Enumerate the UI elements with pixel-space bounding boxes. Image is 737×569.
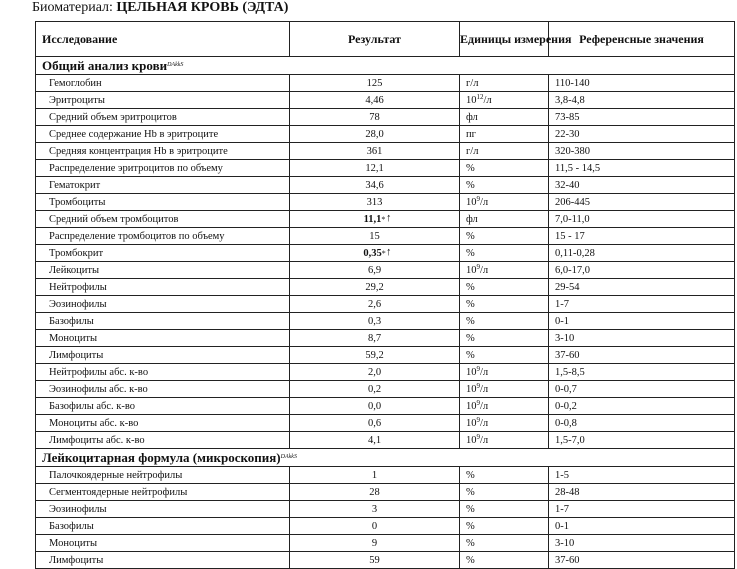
unit-exponent: 9 [476,364,480,373]
unit-base: % [466,162,475,174]
header-reference: Референсные значения [549,22,735,57]
unit-suffix: /л [480,383,489,395]
reference-range: 37-60 [549,552,735,569]
biomaterial-line [32,0,288,16]
result-cell [290,330,460,347]
unit-base: % [466,520,475,532]
result-value: 8,7 [367,332,382,344]
unit-cell [460,75,549,92]
table-row [36,177,735,194]
biomaterial-value: ЦЕЛЬНАЯ КРОВЬ (ЭДТА) [116,0,289,15]
result-value: 28,0 [365,128,384,140]
test-name: Эритроциты [36,92,290,109]
result-value: 3 [371,503,378,515]
test-name: Гемоглобин [36,75,290,92]
unit-base: г/л [466,145,479,157]
reference-range: 0,11-0,28 [549,245,735,262]
test-name: Эозинофилы абс. к-во [36,381,290,398]
test-name: Сегментоядерные нейтрофилы [36,484,290,501]
result-cell [290,432,460,449]
unit-cell [460,279,549,296]
test-name: Лимфоциты абс. к-во [36,432,290,449]
table-row [36,296,735,313]
result-cell [290,177,460,194]
reference-range: 320-380 [549,143,735,160]
reference-range: 3,8-4,8 [549,92,735,109]
arrow-up-icon: ↑ [386,212,392,224]
result-value: 11,1 [363,213,382,225]
result-cell [290,262,460,279]
test-name: Базофилы абс. к-во [36,398,290,415]
table-row [36,518,735,535]
unit-suffix: /л [480,400,489,412]
result-value: 0,3 [367,315,382,327]
unit-cell [460,330,549,347]
unit-exponent: 9 [476,262,480,271]
unit-base: пг [466,128,476,140]
reference-range: 15 - 17 [549,228,735,245]
unit-cell [460,228,549,245]
test-name: Эозинофилы [36,501,290,518]
unit-base: 10 [466,196,477,208]
test-name: Моноциты [36,535,290,552]
unit-cell [460,484,549,501]
unit-base: % [466,537,475,549]
result-value: 6,9 [367,264,382,276]
result-cell [290,245,460,262]
unit-cell [460,245,549,262]
unit-base: % [466,554,475,566]
unit-exponent: 9 [476,398,480,407]
unit-base: % [466,486,475,498]
unit-base: 10 [466,417,477,429]
unit-base: % [466,332,475,344]
test-name: Средняя концентрация Hb в эритроците [36,143,290,160]
result-value: 29,2 [365,281,384,293]
biomaterial-label: Биоматериал: [32,0,113,15]
table-row [36,262,735,279]
result-value: 4,46 [365,94,384,106]
unit-base: % [466,298,475,310]
unit-base: фл [466,111,478,123]
table-row [36,501,735,518]
result-cell [290,313,460,330]
reference-range: 1,5-7,0 [549,432,735,449]
unit-base: % [466,469,475,481]
result-cell [290,143,460,160]
unit-cell [460,143,549,160]
unit-base: г/л [466,77,479,89]
table-row [36,381,735,398]
result-cell [290,75,460,92]
reference-range: 1-7 [549,501,735,518]
table-row [36,228,735,245]
result-cell [290,160,460,177]
result-cell [290,484,460,501]
unit-cell [460,160,549,177]
unit-cell [460,432,549,449]
result-cell [290,279,460,296]
unit-base: % [466,349,475,361]
result-value: 15 [369,230,380,242]
test-name: Тромбокрит [36,245,290,262]
reference-range: 28-48 [549,484,735,501]
result-cell [290,228,460,245]
test-name: Нейтрофилы абс. к-во [36,364,290,381]
unit-cell [460,501,549,518]
unit-base: 10 [466,94,477,106]
table-row [36,194,735,211]
unit-base: фл [466,213,478,225]
table-row [36,245,735,262]
unit-cell [460,313,549,330]
reference-range: 32-40 [549,177,735,194]
unit-exponent: 9 [476,432,480,441]
unit-suffix: /л [480,196,489,208]
result-cell [290,535,460,552]
unit-exponent: 9 [476,194,480,203]
test-name: Гематокрит [36,177,290,194]
result-value: 9 [371,537,378,549]
unit-base: % [466,315,475,327]
table-row [36,330,735,347]
result-value: 0,35 [363,247,382,259]
unit-base: % [466,247,475,259]
unit-suffix: /л [483,94,492,106]
unit-cell [460,398,549,415]
result-value: 12,1 [365,162,384,174]
test-name: Нейтрофилы [36,279,290,296]
result-cell [290,501,460,518]
result-cell [290,467,460,484]
result-cell [290,364,460,381]
reference-range: 6,0-17,0 [549,262,735,279]
reference-range: 0-1 [549,313,735,330]
test-name: Средний объем эритроцитов [36,109,290,126]
unit-base: 10 [466,434,477,446]
result-value: 0,0 [367,400,382,412]
unit-base: 10 [466,264,477,276]
result-value: 125 [366,77,383,89]
result-flag: * [381,214,386,224]
unit-cell [460,535,549,552]
unit-suffix: /л [480,264,489,276]
test-name: Распределение эритроцитов по объему [36,160,290,177]
test-name: Средний объем тромбоцитов [36,211,290,228]
test-name: Распределение тромбоцитов по объему [36,228,290,245]
section-title-cell [36,57,735,75]
unit-base: 10 [466,383,477,395]
result-value: 78 [369,111,380,123]
result-cell [290,211,460,228]
result-cell [290,109,460,126]
unit-exponent: 12 [476,92,484,101]
unit-base: % [466,179,475,191]
reference-range: 110-140 [549,75,735,92]
unit-cell [460,415,549,432]
test-name: Тромбоциты [36,194,290,211]
test-name: Палочкоядерные нейтрофилы [36,467,290,484]
unit-base: % [466,503,475,515]
table-body [36,57,735,569]
unit-cell [460,194,549,211]
table-row [36,415,735,432]
table-row [36,364,735,381]
reference-range: 37-60 [549,347,735,364]
unit-cell [460,296,549,313]
section-title-cell [36,449,735,467]
result-value: 34,6 [365,179,384,191]
result-value: 28 [369,486,380,498]
result-cell [290,415,460,432]
table-row [36,160,735,177]
table-row [36,126,735,143]
reference-range: 0-1 [549,518,735,535]
test-name: Лейкоциты [36,262,290,279]
result-cell [290,552,460,569]
unit-exponent: 9 [476,381,480,390]
test-name: Лимфоциты [36,552,290,569]
table-row [36,484,735,501]
unit-cell [460,262,549,279]
test-name: Моноциты [36,330,290,347]
unit-base: % [466,281,475,293]
unit-suffix: /л [480,434,489,446]
unit-cell [460,347,549,364]
table-header [36,22,735,57]
table-row [36,143,735,160]
table-row [36,75,735,92]
reference-range: 7,0-11,0 [549,211,735,228]
unit-exponent: 9 [476,415,480,424]
table-row [36,279,735,296]
table-row [36,467,735,484]
unit-suffix: /л [480,417,489,429]
test-name: Среднее содержание Hb в эритроците [36,126,290,143]
table-row [36,398,735,415]
unit-cell [460,518,549,535]
unit-cell [460,467,549,484]
reference-range: 206-445 [549,194,735,211]
table-row [36,313,735,330]
table-row [36,92,735,109]
result-value: 2,0 [367,366,382,378]
unit-cell [460,177,549,194]
reference-range: 1-7 [549,296,735,313]
result-cell [290,296,460,313]
unit-cell [460,364,549,381]
unit-cell [460,109,549,126]
reference-range: 3-10 [549,330,735,347]
test-name: Базофилы [36,518,290,535]
result-cell [290,398,460,415]
reference-range: 1,5-8,5 [549,364,735,381]
table-row [36,552,735,569]
unit-base: 10 [466,366,477,378]
reference-range: 3-10 [549,535,735,552]
result-cell [290,92,460,109]
table-row [36,211,735,228]
result-cell [290,126,460,143]
section-header [36,449,735,467]
reference-range: 1-5 [549,467,735,484]
result-value: 0 [371,520,378,532]
result-cell [290,381,460,398]
result-value: 313 [366,196,383,208]
table-row [36,109,735,126]
result-cell [290,518,460,535]
unit-base: % [466,230,475,242]
reference-range: 73-85 [549,109,735,126]
arrow-up-icon: ↑ [386,246,392,258]
unit-base: 10 [466,400,477,412]
test-name: Эозинофилы [36,296,290,313]
result-cell [290,194,460,211]
result-value: 361 [366,145,383,157]
test-name: Базофилы [36,313,290,330]
results-table [35,21,735,569]
result-flag: * [381,248,386,258]
table-row [36,535,735,552]
reference-range: 0-0,8 [549,415,735,432]
reference-range: 22-30 [549,126,735,143]
result-value: 1 [371,469,378,481]
unit-suffix: /л [480,366,489,378]
result-value: 4,1 [367,434,382,446]
unit-cell [460,211,549,228]
result-value: 2,6 [367,298,382,310]
accreditation-mark: DAkkS [167,62,184,68]
table-row [36,432,735,449]
unit-cell [460,126,549,143]
test-name: Лимфоциты [36,347,290,364]
result-value: 59 [369,554,380,566]
unit-cell [460,552,549,569]
accreditation-mark: DAkkS [280,454,297,460]
reference-range: 0-0,2 [549,398,735,415]
reference-range: 29-54 [549,279,735,296]
section-title: Лейкоцитарная формула (микроскопия) [42,450,281,465]
result-cell [290,347,460,364]
result-value: 0,6 [367,417,382,429]
unit-cell [460,92,549,109]
header-test: Исследование [36,22,290,57]
table-row [36,347,735,364]
result-value: 0,2 [367,383,382,395]
result-value: 59,2 [365,349,384,361]
reference-range: 0-0,7 [549,381,735,398]
test-name: Моноциты абс. к-во [36,415,290,432]
section-header [36,57,735,75]
section-title: Общий анализ крови [42,58,168,73]
header-result: Результат [290,22,460,57]
header-units: Единицы измерения [460,22,549,57]
unit-cell [460,381,549,398]
reference-range: 11,5 - 14,5 [549,160,735,177]
